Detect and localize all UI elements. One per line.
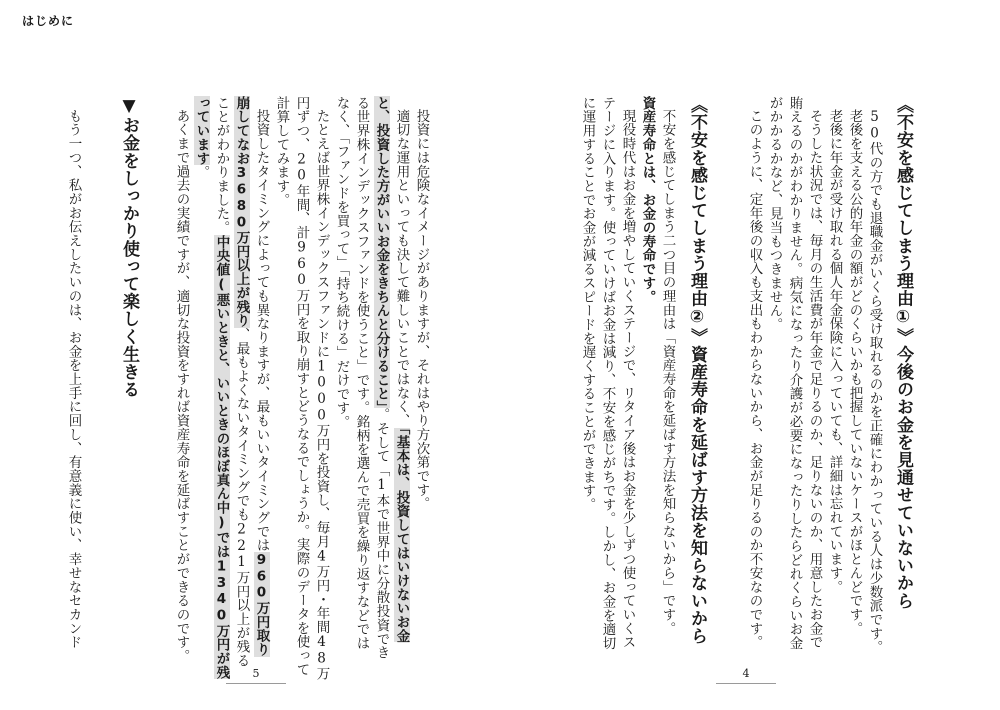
text-run: 、最もよくないタイミングでも221万円以上が残る	[233, 327, 250, 668]
paragraph-line: もう一つ、私がお伝えしたいのは、お金を上手に回し、有意義に使い、幸せなセカンド	[65, 109, 82, 650]
section-heading-2: 《不安を感じてしまう理由②》資産寿命を延ばす方法を知らないから	[687, 96, 707, 645]
text-run: 。	[193, 165, 210, 180]
page-number: 5	[226, 667, 286, 684]
chapter-title: はじめに	[22, 14, 75, 28]
paragraph-line: がかかるかなど、見当もつきません。	[766, 96, 783, 332]
paragraph-line	[373, 96, 390, 660]
bold-emphasis: 崩してなお3680万円以上が残り	[233, 96, 250, 328]
paragraph-line: そうした状況では、毎月の生活費が年金で足りるのか、足りないのか、用意したお金で	[806, 109, 823, 650]
paragraph-line: テージに入ります。使っていけばお金は減り、不安を感じがちです。しかし、お金を適切	[599, 96, 616, 650]
paragraph-line: このように、定年後の収入も支出もわからないから、お金が足りるのか不安なのです。	[746, 109, 763, 650]
paragraph-line: なく、「ファンドを買って」「持ち続ける」だけです。	[333, 96, 350, 429]
definition-bold: 資産寿命とは、お金の寿命です。	[639, 96, 656, 304]
paragraph-line: たとえば世界株インデックスファンドに1000万円を投資し、毎月4万円・年間48万	[313, 109, 330, 681]
paragraph-line	[393, 96, 410, 643]
bold-emphasis: 中央値(悪いときと、いいときのほぼ真ん中)では1340万円が残	[213, 234, 230, 679]
paragraph-line	[194, 96, 208, 616]
text-run: 投資したタイミングによっても異なりますが、最もいいタイミングでは	[253, 109, 270, 553]
section-heading-1: 《不安を感じてしまう理由①》今後のお金を見通せていないから	[893, 96, 913, 610]
bold-emphasis: と、投資した方がいいお金をきちんと分けること」	[373, 96, 390, 408]
bold-emphasis: 「基本は、投資してはいけないお金	[393, 427, 410, 643]
paragraph-line: 計算してみます。	[273, 96, 290, 207]
section-heading-3: ▼お金をしっかり使って楽しく生きる	[119, 96, 139, 399]
paragraph-line: 現役時代はお金を増やしていくステージで、リタイア後はお金を少しずつ使っていくス	[619, 109, 636, 650]
paragraph-line: 賄えるのかがわかりません。病気になったり介護が必要になったりしたらどれくらいお金	[786, 96, 803, 650]
paragraph-line: 投資には危険なイメージがありますが、それはやり方次第です。	[413, 109, 430, 511]
paragraph-line: 老後に年金が受け取れる個人年金保険に入っていても、詳細は忘れています。	[826, 109, 843, 594]
paragraph-line	[233, 96, 250, 668]
bold-emphasis: っています	[193, 96, 210, 166]
paragraph-line: 円ずつ、20年間、計960万円を取り崩すとどうなるでしょうか。実際のデータを使って	[293, 96, 310, 677]
paragraph-line: に運用することでお金が減るスピードを遅くすることができます。	[579, 96, 596, 512]
paragraph-line: 50代の方でも退職金がいくら受け取れるのかを正確にわかっている人は少数派です。	[866, 109, 883, 655]
text-run: 。そして「1本で世界中に分散投資でき	[373, 407, 390, 660]
paragraph-line: る世界株インデックスファンドを使うこと」です。銘柄を選んで売買を繰り返すなどでは	[353, 96, 370, 650]
page-number: 4	[716, 667, 776, 684]
text-run: ことがわかりました。	[213, 96, 230, 235]
paragraph-line	[213, 96, 230, 679]
text-run: 適切な運用といっても決して難しいことではなく、	[393, 109, 410, 428]
paragraph-line: 老後を支える公的年金の額がどのくらいかも把握していないケースがほとんどです。	[846, 109, 863, 636]
paragraph-line: 不安を感じてしまう二つ目の理由は「資産寿命を延ばす方法を知らないから」です。	[659, 109, 676, 636]
paragraph-line: あくまで過去の実績ですが、適切な投資をすれば資産寿命を延ばすことができるのです。	[173, 109, 190, 663]
bold-emphasis: 960万円取り	[253, 552, 270, 657]
paragraph-line	[253, 96, 270, 657]
right-page	[500, 0, 1000, 710]
